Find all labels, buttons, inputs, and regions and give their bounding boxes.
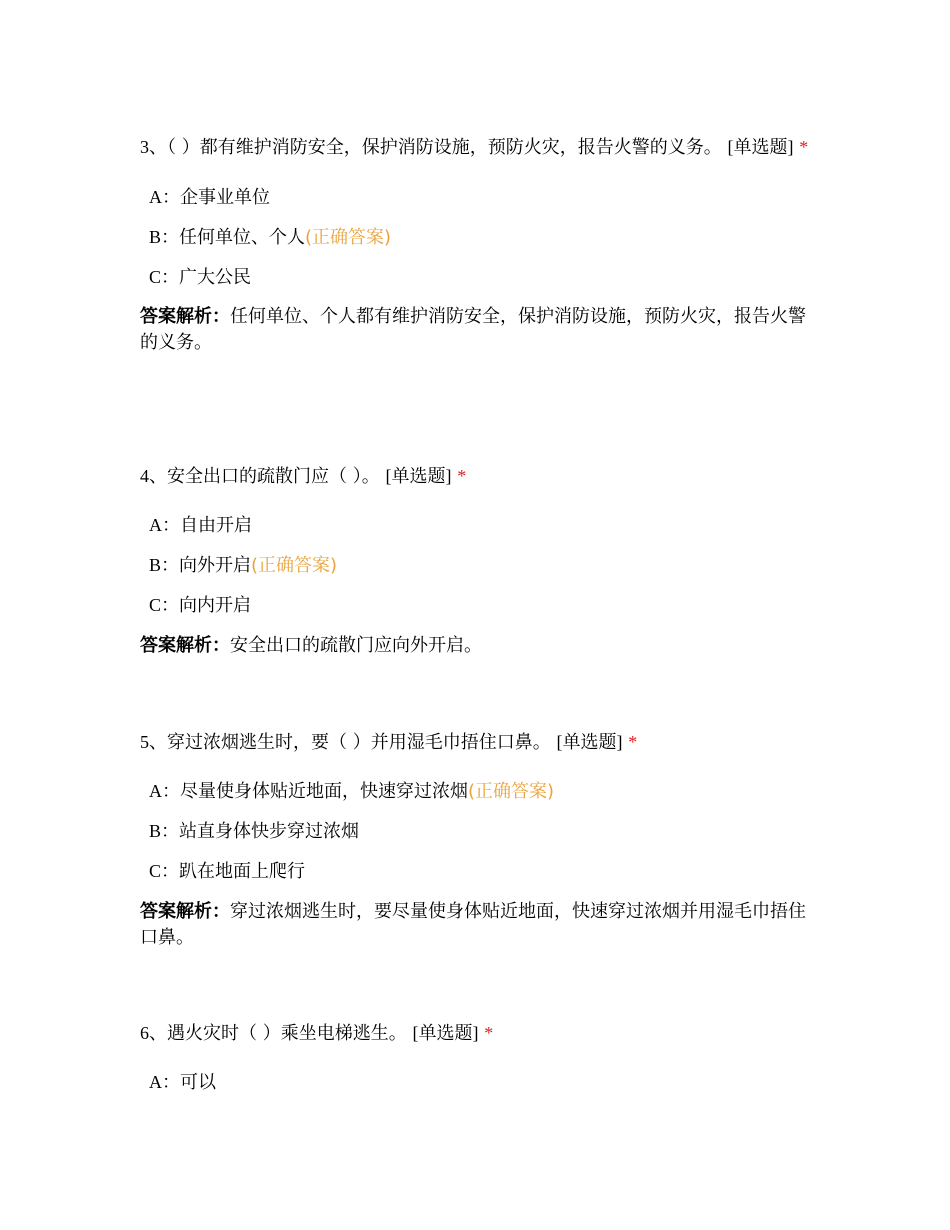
option-text: 任何单位、个人: [179, 227, 306, 248]
option-letter: A: [149, 781, 162, 801]
question-title: [140, 723, 812, 762]
question-number: 4、: [140, 466, 167, 486]
option-letter: A: [149, 515, 162, 535]
option-b: [140, 545, 812, 585]
option-separator: ：: [161, 555, 180, 576]
option-c: [140, 851, 812, 891]
option-a: [140, 505, 812, 545]
option-separator: ：: [161, 227, 180, 248]
question-type: [单选题]: [385, 466, 452, 486]
question-title: [140, 128, 812, 167]
answer-analysis: [140, 633, 812, 659]
option-letter: B: [149, 227, 162, 247]
question-type: [单选题]: [556, 732, 623, 752]
option-text: 广大公民: [179, 267, 252, 288]
option-list: [140, 505, 812, 625]
option-letter: C: [149, 595, 162, 615]
analysis-label: 答案解析：: [140, 635, 230, 656]
option-a: [140, 1062, 812, 1102]
analysis-label: 答案解析：: [140, 901, 230, 922]
option-list: [140, 177, 812, 297]
option-letter: C: [149, 861, 162, 881]
option-separator: ：: [161, 267, 180, 288]
question-text: （ ）都有维护消防安全，保护消防设施，预防火灾，报告火警的义务。: [167, 137, 722, 158]
question-3: [140, 128, 812, 356]
correct-answer-marker: (正确答案): [468, 781, 555, 802]
answer-analysis: [140, 899, 812, 951]
option-text: 趴在地面上爬行: [179, 861, 306, 882]
option-separator: ：: [161, 821, 180, 842]
required-mark: *: [457, 466, 467, 486]
required-mark: *: [799, 137, 809, 157]
question-number: 5、: [140, 732, 167, 752]
analysis-text: 穿过浓烟逃生时，要尽量使身体贴近地面，快速穿过浓烟并用湿毛巾捂住口鼻。: [140, 901, 806, 948]
question-6: [140, 1014, 812, 1102]
option-list: [140, 771, 812, 891]
question-5: [140, 723, 812, 951]
option-b: [140, 217, 812, 257]
option-separator: ：: [161, 595, 180, 616]
option-separator: ：: [161, 861, 180, 882]
question-text: 安全出口的疏散门应（ ）。: [167, 466, 380, 487]
question-title: [140, 457, 812, 496]
question-type: [单选题]: [412, 1023, 479, 1043]
option-text: 自由开启: [180, 515, 252, 536]
option-text: 向内开启: [179, 595, 252, 616]
question-number: 6、: [140, 1023, 167, 1043]
question-title: [140, 1014, 812, 1053]
option-c: [140, 585, 812, 625]
option-list: [140, 1062, 812, 1102]
option-text: 可以: [180, 1072, 216, 1093]
analysis-text: 任何单位、个人都有维护消防安全，保护消防设施，预防火灾，报告火警的义务。: [140, 306, 806, 353]
option-a: [140, 771, 812, 811]
option-a: [140, 177, 812, 217]
analysis-text: 安全出口的疏散门应向外开启。: [230, 635, 482, 656]
option-letter: B: [149, 821, 162, 841]
correct-answer-marker: (正确答案): [251, 555, 338, 576]
question-type: [单选题]: [727, 137, 794, 157]
option-c: [140, 257, 812, 297]
option-text: 向外开启: [179, 555, 252, 576]
question-text: 穿过浓烟逃生时，要（ ）并用湿毛巾捂住口鼻。: [167, 732, 551, 753]
option-separator: ：: [162, 515, 180, 536]
option-text: 尽量使身体贴近地面，快速穿过浓烟: [180, 781, 468, 802]
option-separator: ：: [162, 781, 180, 802]
option-letter: A: [149, 1072, 162, 1092]
option-text: 企事业单位: [180, 187, 270, 208]
option-b: [140, 811, 812, 851]
correct-answer-marker: (正确答案): [305, 227, 392, 248]
option-text: 站直身体快步穿过浓烟: [179, 821, 360, 842]
option-separator: ：: [162, 187, 180, 208]
answer-analysis: [140, 304, 812, 356]
question-4: [140, 457, 812, 659]
option-letter: B: [149, 555, 162, 575]
option-letter: A: [149, 187, 162, 207]
question-text: 遇火灾时（ ）乘坐电梯逃生。: [167, 1023, 407, 1044]
option-letter: C: [149, 267, 162, 287]
required-mark: *: [484, 1023, 494, 1043]
option-separator: ：: [162, 1072, 180, 1093]
question-number: 3、: [140, 137, 167, 157]
required-mark: *: [628, 732, 638, 752]
analysis-label: 答案解析：: [140, 306, 230, 327]
